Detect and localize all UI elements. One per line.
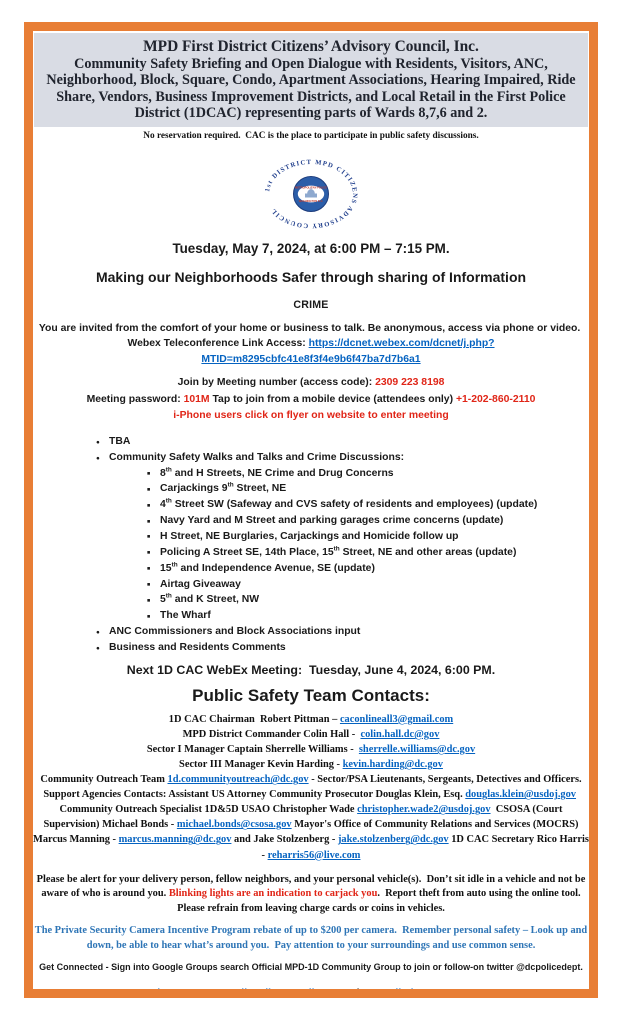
agenda-item-label: Business and Residents Comments [109, 641, 286, 653]
agenda-subitem: ■ 8th and H Streets, NE Crime and Drug Concerns [146, 468, 589, 480]
badge-bottom-text: WASHINGTON D.C. [298, 199, 324, 203]
email-link-rico-harris[interactable]: reharris56@live.com [267, 849, 361, 861]
agenda-subitem: ■ 15th and Independence Avenue, SE (update) [146, 563, 589, 575]
footer-email-link[interactable]: caconlineall3@gmail.com [210, 987, 340, 998]
footer [33, 987, 589, 998]
text-run: Join by Meeting number (access code): [177, 377, 376, 389]
text-run: MPD District Commander Colin Hall - [182, 728, 361, 740]
join-password-line [33, 392, 589, 408]
agenda-item-label: Community Safety Walks and Talks and Crime Discussions: [109, 451, 405, 463]
agenda-subitem: ■ Navy Yard and M Street and parking garages crime concerns (update) [146, 515, 589, 527]
join-access-code-line [33, 375, 589, 391]
email-link-marcus-manning[interactable]: marcus.manning@dc.gov [118, 834, 232, 846]
email-link-sherrelle-williams[interactable]: sherrelle.williams@dc.gov [358, 743, 476, 755]
text-run: 1D CAC Secretary Rico Harris - [261, 834, 589, 861]
contact-line-chairman [33, 712, 589, 727]
email-link-colin-hall[interactable]: colin.hall.dc@gov [360, 728, 440, 740]
invite-paragraph [33, 321, 589, 368]
agenda-subitem: ■ 5th and K Street, NW [146, 594, 589, 606]
contacts-block [33, 712, 589, 863]
email-link-kevin-harding[interactable]: kevin.harding@dc.gov [342, 759, 443, 771]
agenda-item [95, 642, 589, 654]
text-run: Community Outreach Team [40, 774, 168, 786]
badge-top-text: METROPOLITAN POLICE [294, 186, 328, 190]
contact-line-commander [33, 727, 589, 742]
get-connected-note: Get Connected - Sign into Google Groups search Official MPD-1D Community Group to join or follow-on twitter @dcpolicedept. [39, 962, 583, 973]
flyer-frame [24, 22, 598, 998]
agenda-sublist [109, 468, 589, 623]
text-run: Mayor's Office of Community Relations and Services (MOCRS) Marcus Manning - [33, 819, 579, 846]
webex-meeting-link[interactable]: https://dcnet.webex.com/dcnet/j.php?MTID=m8295cbfc41e8f3f4e9b6f47ba7d7b6a1 [201, 338, 495, 365]
contact-line-sector1 [33, 742, 589, 757]
email-link-jake-stolzenberg[interactable]: jake.stolzenberg@dc.gov [337, 834, 449, 846]
meeting-access-code: 2309 223 8198 [375, 377, 445, 389]
text-run: You are invited from the comfort of your home or business to talk. Be anonymous, access via phone or video. Webex Teleconference Link Access: [38, 322, 584, 350]
agenda-item [95, 436, 589, 448]
email-link-christopher-wade[interactable]: christopher.wade2@usdoj.gov [357, 804, 491, 816]
contacts-paragraph [33, 772, 589, 862]
text-run: - Sector/PSA Lieutenants, Sergeants, Detectives and Officers. Support Agencies Contacts: Assistant US Attorney Community Prosecutor Douglas Klein, Esq. [43, 774, 582, 801]
contacts-heading: Public Safety Team Contacts: [192, 685, 430, 705]
agenda-subitem: ■ 4th Street SW (Safeway and CVS safety of residents and employees) (update) [146, 499, 589, 511]
meeting-topic: CRIME [293, 298, 329, 311]
capitol-base-icon [305, 193, 317, 197]
text-run: Sector III Manager Kevin Harding - [179, 759, 343, 771]
text-run: and Jake Stolzenberg - [231, 834, 338, 846]
text-run: Tap to join from a mobile device (attendees only) [209, 393, 456, 405]
meeting-theme: Making our Neighborhoods Safer through sharing of Information [95, 268, 527, 285]
text-run: Sector I Manager Captain Sherrelle Williams - [146, 743, 359, 755]
email-link-1d-outreach[interactable]: 1d.communityoutreach@dc.gov [167, 774, 309, 786]
org-title: MPD First District Citizens’ Advisory Council, Inc. [143, 38, 479, 55]
agenda-subitem: ■ H Street, NE Burglaries, Carjackings and Homicide follow up [146, 531, 589, 543]
camera-program-note: The Private Security Camera Incentive Program rebate of up to $200 per camera. Remember personal safety – Look up and down, be able to hear what’s around you. Pay attention to your surroundings and use common sense. [34, 924, 588, 951]
join-info [33, 375, 589, 423]
agenda-list [33, 436, 589, 654]
iphone-instruction: i-Phone users click on flyer on website to enter meeting [173, 409, 449, 421]
council-seal-logo [259, 155, 363, 231]
footer-twitter-link[interactable]: @all1dcac [379, 987, 432, 998]
text-run: Community Outreach Specialist 1D&5D USAO Christopher Wade [59, 789, 579, 816]
agenda-item [95, 452, 589, 622]
join-iphone-line [33, 408, 589, 424]
email-link-douglas-klein[interactable]: douglas.klein@usdoj.gov [465, 789, 577, 801]
text-run: . Report theft from auto using the online tool. Please refrain from leaving charge cards or coins in vehicles. [177, 888, 581, 915]
agenda-subitem: ■ The Wharf [146, 610, 589, 622]
text-run [202, 987, 211, 998]
text-run: 1D CAC Chairman Robert Pittman – [168, 713, 340, 725]
text-run: Please be alert for your delivery person, fellow neighbors, and your personal vehicle(s). Don’t sit idle in a vehicle and not be aware of who is around you. [36, 873, 586, 900]
no-reservation-note: No reservation required. CAC is the place to participate in public safety discussions. [143, 130, 479, 141]
header-banner [34, 33, 588, 127]
text-run: Meeting password: [86, 393, 184, 405]
agenda-subitem: ■ Airtag Giveaway [146, 579, 589, 591]
agenda-item-label: TBA [109, 435, 131, 447]
footer-phone: 202.681.2764 [431, 987, 502, 998]
agenda-item [95, 626, 589, 638]
email-link-michael-bonds[interactable]: michael.bonds@csosa.gov [176, 819, 292, 831]
carjack-warning: Blinking lights are an indication to carjack you [168, 888, 378, 900]
agenda-subitem: ■ Carjackings 9th Street, NE [146, 483, 589, 495]
agenda-subitem: ■ Policing A Street SE, 14th Place, 15th Street, NE and other areas (update) [146, 547, 589, 559]
email-link-caconlineall3[interactable]: caconlineall3@gmail.com [339, 713, 454, 725]
text-run: CSOSA (Court Supervision) Michael Bonds - [43, 804, 563, 831]
agenda-item-label: ANC Commissioners and Block Associations input [109, 626, 361, 638]
footer-website-link[interactable]: www.1dcac.com [120, 987, 203, 998]
seal-ring-text: 1st DISTRICT MPD CITIZENS ADVISORY COUNCIL [264, 158, 359, 229]
vehicle-alert [33, 873, 589, 917]
contact-line-sector3 [33, 757, 589, 772]
meeting-datetime: Tuesday, May 7, 2024, at 6:00 PM – 7:15 PM. [172, 240, 450, 256]
header-description: Community Safety Briefing and Open Dialogue with Residents, Visitors, ANC, Neighborhood, Block, Square, Condo, Apartment Associations, Hearing Impaired, Ride Share, Vendors, Business Improvement Districts, and Local Retail in the First Police District (1DCAC) representing parts of Wards 8,7,6 and 2. [46, 56, 576, 121]
next-meeting: Next 1D CAC WebEx Meeting: Tuesday, June 4, 2024, 6:00 PM. [126, 662, 496, 677]
dial-in-number: +1-202-860-2110 [455, 393, 536, 405]
meeting-password: 101M [183, 393, 210, 405]
text-run: twitter [339, 987, 380, 998]
